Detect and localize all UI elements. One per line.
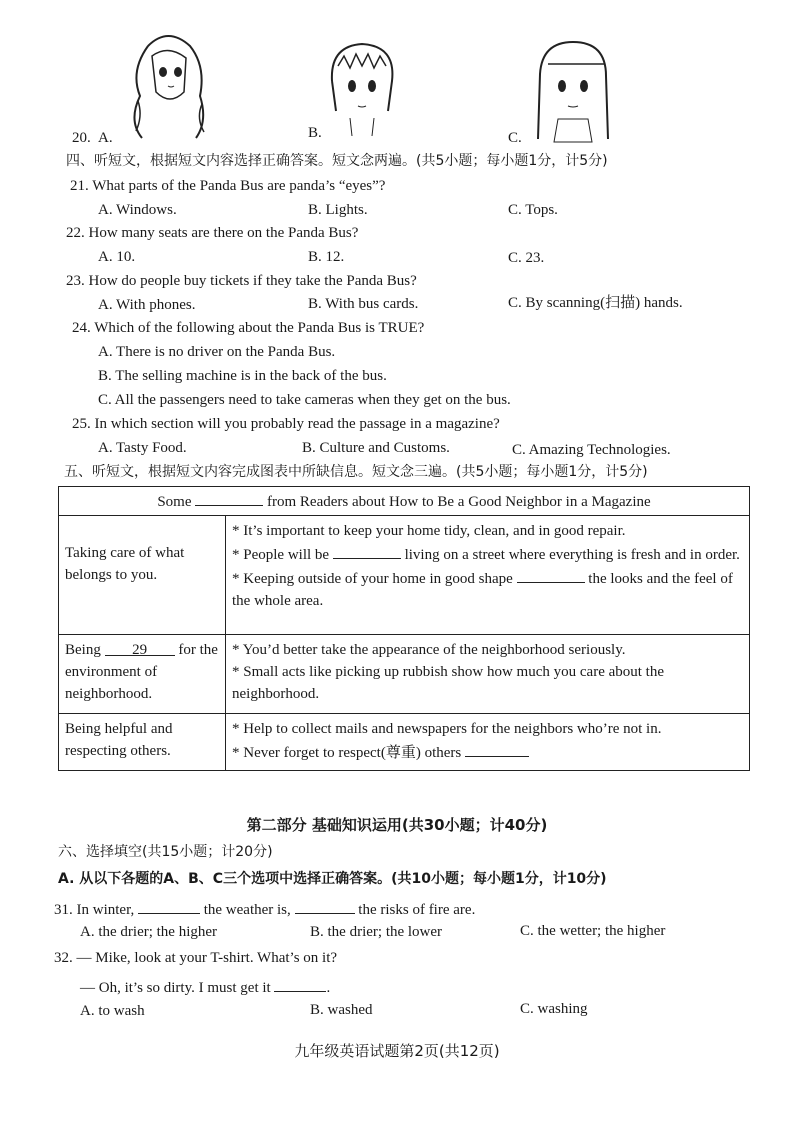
q31-part2: the weather is, [203, 902, 291, 918]
q24-stem: 24. Which of the following about the Panda Bus is TRUE? [72, 320, 425, 336]
table-title-post: from Readers about How to Be a Good Neighbor in a Magazine [267, 494, 651, 510]
q32-option-b: B. washed [310, 1002, 373, 1018]
page-footer: 九年级英语试题第2页(共12页) [294, 1042, 500, 1060]
q31-option-b: B. the drier; the lower [310, 924, 443, 940]
table-title [59, 487, 750, 516]
row3-content [226, 714, 750, 771]
row2-label-post: for the environment of neighborhood. [65, 642, 218, 702]
q32-line1: 32. — Mike, look at your T-shirt. What’s on it? [54, 950, 338, 966]
q22-option-a: A. 10. [98, 249, 136, 265]
q31-blank2[interactable] [295, 897, 355, 914]
q25-option-b: B. Culture and Customs. [302, 440, 450, 456]
neighbor-info-table [58, 486, 750, 771]
row1-line3-post: the looks and the feel of the whole area. [232, 571, 733, 609]
q21-option-b: B. Lights. [308, 202, 368, 218]
row1-line2-pre: * People will be [232, 547, 330, 563]
q25-option-a: A. Tasty Food. [98, 440, 187, 456]
section6-heading: 六、选择填空(共15小题；计20分) [58, 844, 273, 860]
q31-part3: the risks of fire are. [358, 902, 476, 918]
q23-option-b: B. With bus cards. [308, 296, 419, 312]
row1-line1: * It’s important to keep your home tidy, clean, and in good repair. [232, 523, 626, 539]
row1-line2-post: living on a street where everything is fresh and in order. [404, 547, 740, 563]
girl-long-straight-hair-image [528, 34, 618, 144]
q32-option-a: A. to wash [80, 1003, 145, 1019]
row2-label [59, 635, 226, 714]
row1-line3 [232, 566, 743, 612]
q21-option-a: A. Windows. [98, 202, 177, 218]
q24-option-a: A. There is no driver on the Panda Bus. [98, 344, 336, 360]
blank-27[interactable] [333, 542, 401, 559]
q31-option-c: C. the wetter; the higher [520, 923, 666, 939]
q25-option-c: C. Amazing Technologies. [512, 442, 671, 458]
blank-29[interactable]: 29 [105, 639, 175, 656]
row2-label-pre: Being [65, 642, 101, 658]
section5-heading: 五、听短文，根据短文内容完成图表中所缺信息。短文念三遍。(共5小题；每小题1分，计5分) [64, 464, 648, 480]
table-row [59, 714, 750, 771]
q32-line2: — Oh, it’s so dirty. I must get it . [80, 975, 330, 997]
girl-short-hair-image [322, 36, 402, 141]
q23-option-c: C. By scanning(扫描) hands. [508, 295, 683, 311]
q24-option-b: B. The selling machine is in the back of the bus. [98, 368, 387, 384]
row2-line2: * Small acts like picking up rubbish show how much you care about the neighborhood. [232, 664, 665, 702]
row2-line1: * You’d better take the appearance of the neighborhood seriously. [232, 642, 626, 658]
q24-option-c: C. All the passengers need to take cameras when they get on the bus. [98, 392, 511, 408]
q22-option-b: B. 12. [308, 249, 345, 265]
row3-line1: * Help to collect mails and newspapers for the neighbors who’re not in. [232, 721, 662, 737]
q23-stem: 23. How do people buy tickets if they take the Panda Bus? [66, 273, 417, 289]
row3-label: Being helpful and respecting others. [59, 714, 226, 771]
row2-content [226, 635, 750, 714]
q32-option-c: C. washing [520, 1001, 588, 1017]
table-title-row [59, 487, 750, 516]
blank-26[interactable] [195, 489, 263, 506]
q32-line2-text: — Oh, it’s so dirty. I must get it [80, 980, 271, 996]
q22-option-c: C. 23. [508, 250, 545, 266]
q20-option-b: B. [308, 125, 322, 141]
sectionA-heading: A. 从以下各题的A、B、C三个选项中选择正确答案。(共10小题；每小题1分，计10分) [58, 871, 607, 887]
row1-label: Taking care of what belongs to you. [59, 516, 226, 635]
section4-heading: 四、听短文，根据短文内容选择正确答案。短文念两遍。(共5小题；每小题1分，计5分) [66, 153, 608, 169]
row1-line3-pre: * Keeping outside of your home in good shape [232, 571, 513, 587]
blank-28[interactable] [517, 566, 585, 583]
part2-title: 第二部分 基础知识运用(共30小题；计40分) [246, 816, 548, 834]
q31-stem [54, 897, 475, 919]
blank-30[interactable] [465, 740, 529, 757]
table-row [59, 516, 750, 635]
q31-option-a: A. the drier; the higher [80, 924, 218, 940]
table-title-pre: Some [157, 494, 192, 510]
q21-stem: 21. What parts of the Panda Bus are panda’s “eyes”? [70, 178, 386, 194]
q20-option-c: C. [508, 130, 522, 146]
q20-option-a: A. [98, 130, 113, 146]
q22-stem: 22. How many seats are there on the Panda Bus? [66, 225, 359, 241]
row3-line2-pre: * Never forget to respect(尊重) others [232, 745, 462, 761]
row1-content [226, 516, 750, 635]
q25-stem: 25. In which section will you probably read the passage in a magazine? [72, 416, 500, 432]
table-row [59, 635, 750, 714]
q32-blank[interactable] [274, 975, 326, 992]
q20-number: 20. [72, 130, 91, 146]
girl-curly-hair-image [118, 26, 218, 141]
q31-part1: 31. In winter, [54, 902, 135, 918]
q23-option-a: A. With phones. [98, 297, 196, 313]
q31-blank1[interactable] [138, 897, 200, 914]
row3-line2 [232, 740, 743, 764]
row1-line2 [232, 542, 743, 566]
q21-option-c: C. Tops. [508, 202, 558, 218]
